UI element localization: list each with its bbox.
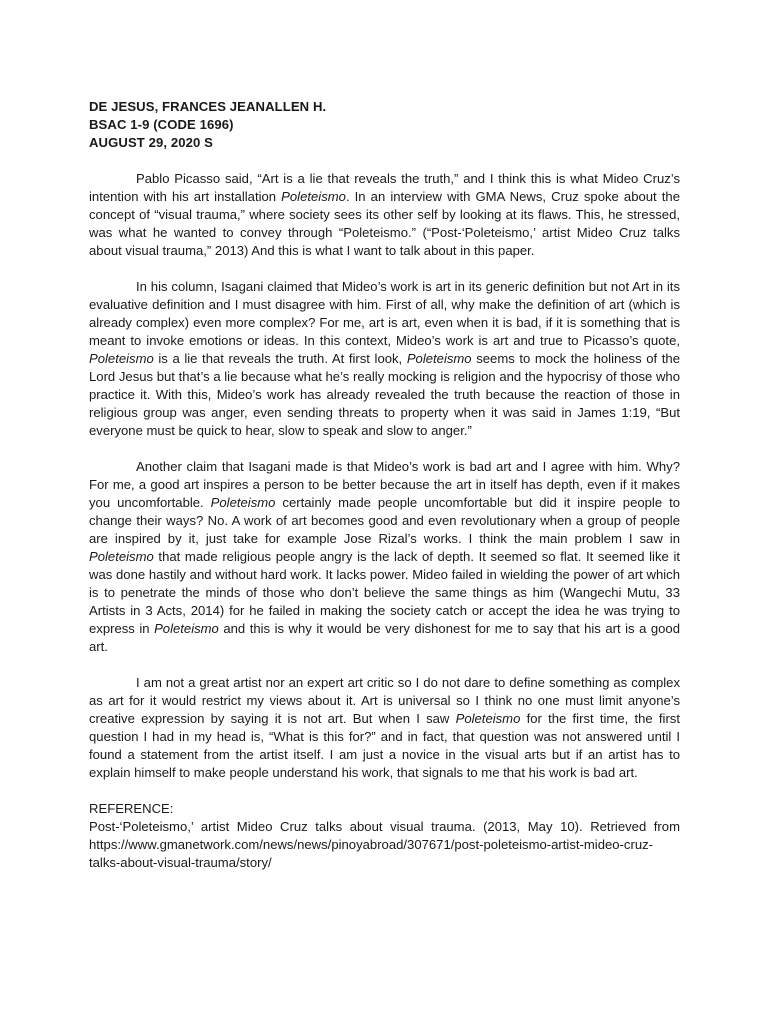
author-header	[89, 98, 680, 152]
document-body	[89, 98, 680, 872]
text-run: In his column, Isagani claimed that Mideo’s work is art in its generic definition but not Art in its evaluative definition and I must disagree with him. First of all, why make the definition of art (which is already complex) even more complex? For me, art is art, even when it is bad, if it is something that is meant to invoke emotions or ideas. In this context, Mideo’s work is art and true to Picasso’s quote,	[89, 279, 680, 348]
italic-title: Poleteismo	[455, 711, 521, 726]
reference-heading: REFERENCE:	[89, 801, 174, 816]
italic-title: Poleteismo	[406, 351, 472, 366]
text-run: certainly made people uncomfortable but did it inspire people to change their ways? No. A work of art becomes good and even revolutionary when a group of people are inspired by it, just take for example Jose Rizal’s works. I think the main problem I saw in	[89, 495, 681, 546]
text-run: Another claim that Isagani made is that Mideo’s work is bad art and I agree with him. Why? For me, a good art inspires a person to be better because the art in itself has depth, even if it makes you uncomfortable.	[89, 459, 680, 510]
text-run: seems to mock the holiness of the Lord Jesus but that’s a lie because what he’s really mocking is religion and the hypocrisy of those who practice it. With this, Mideo’s work has already revealed the truth because the reaction of those in religious group was anger, even sending threats to property when it was said in James 1:19, “But everyone must be quick to hear, slow to speak and slow to anger.”	[89, 351, 680, 438]
reference-section	[89, 800, 680, 872]
paragraph-1	[89, 170, 680, 260]
italic-title: Poleteismo	[281, 189, 346, 204]
reference-citation: Post-‘Poleteismo,’ artist Mideo Cruz talks about visual trauma. (2013, May 10). Retrieved from https://www.gmanetwork.com/news/news/pinoyabroad/307671/post-poleteismo-artist-mideo-cruz-talks-about-visual-trauma/story/	[89, 819, 680, 870]
text-run: I am not a great artist nor an expert art critic so I do not dare to define something as complex as art for it would restrict my views about it. Art is universal so I think no one must limit anyone’s creative expression by saying it is not art. But when I saw	[89, 675, 680, 726]
text-run: is a lie that reveals the truth. At first look,	[153, 351, 407, 366]
paragraph-2	[89, 278, 680, 440]
italic-title: Poleteismo	[210, 495, 276, 510]
italic-title: Poleteismo	[89, 351, 154, 366]
text-run: . In an interview with GMA News, Cruz spoke about the concept of “visual trauma,” where society sees its other self by looking at its flaws. This, he stressed, was what he wanted to convey through “Poleteismo.” (“Post-‘Poleteismo,’ artist Mideo Cruz talks about visual trauma,” 2013) And this is what I want to talk about in this paper.	[89, 189, 680, 258]
author-name: DE JESUS, FRANCES JEANALLEN H.	[89, 99, 327, 114]
paragraph-4	[89, 674, 680, 782]
text-run: that made religious people angry is the lack of depth. It seemed so flat. It seemed like it was done hastily and without hard work. It lacks power. Mideo failed in wielding the power of art which is to penetrate the minds of those who don’t believe the same things as him (Wangechi Mutu, 33 Artists in 3 Acts, 2014) for he failed in making the society catch or accept the idea he was trying to express in	[89, 549, 680, 636]
text-run: for the first time, the first question I had in my head is, “What is this for?” and in fact, that question was not answered until I found a statement from the artist itself. I am just a novice in the visual arts but if an artist has to explain himself to make people understand his work, that signals to me that his work is bad art.	[89, 711, 680, 780]
course-code: BSAC 1-9 (CODE 1696)	[89, 117, 234, 132]
submission-date: AUGUST 29, 2020 S	[89, 135, 213, 150]
italic-title: Poleteismo	[89, 549, 154, 564]
text-run: Pablo Picasso said, “Art is a lie that reveals the truth,” and I think this is what Mideo Cruz’s intention with his art installation	[89, 171, 680, 204]
text-run: and this is why it would be very dishonest for me to say that his art is a good art.	[89, 621, 680, 654]
italic-title: Poleteismo	[154, 621, 219, 636]
paragraph-3	[89, 458, 680, 656]
